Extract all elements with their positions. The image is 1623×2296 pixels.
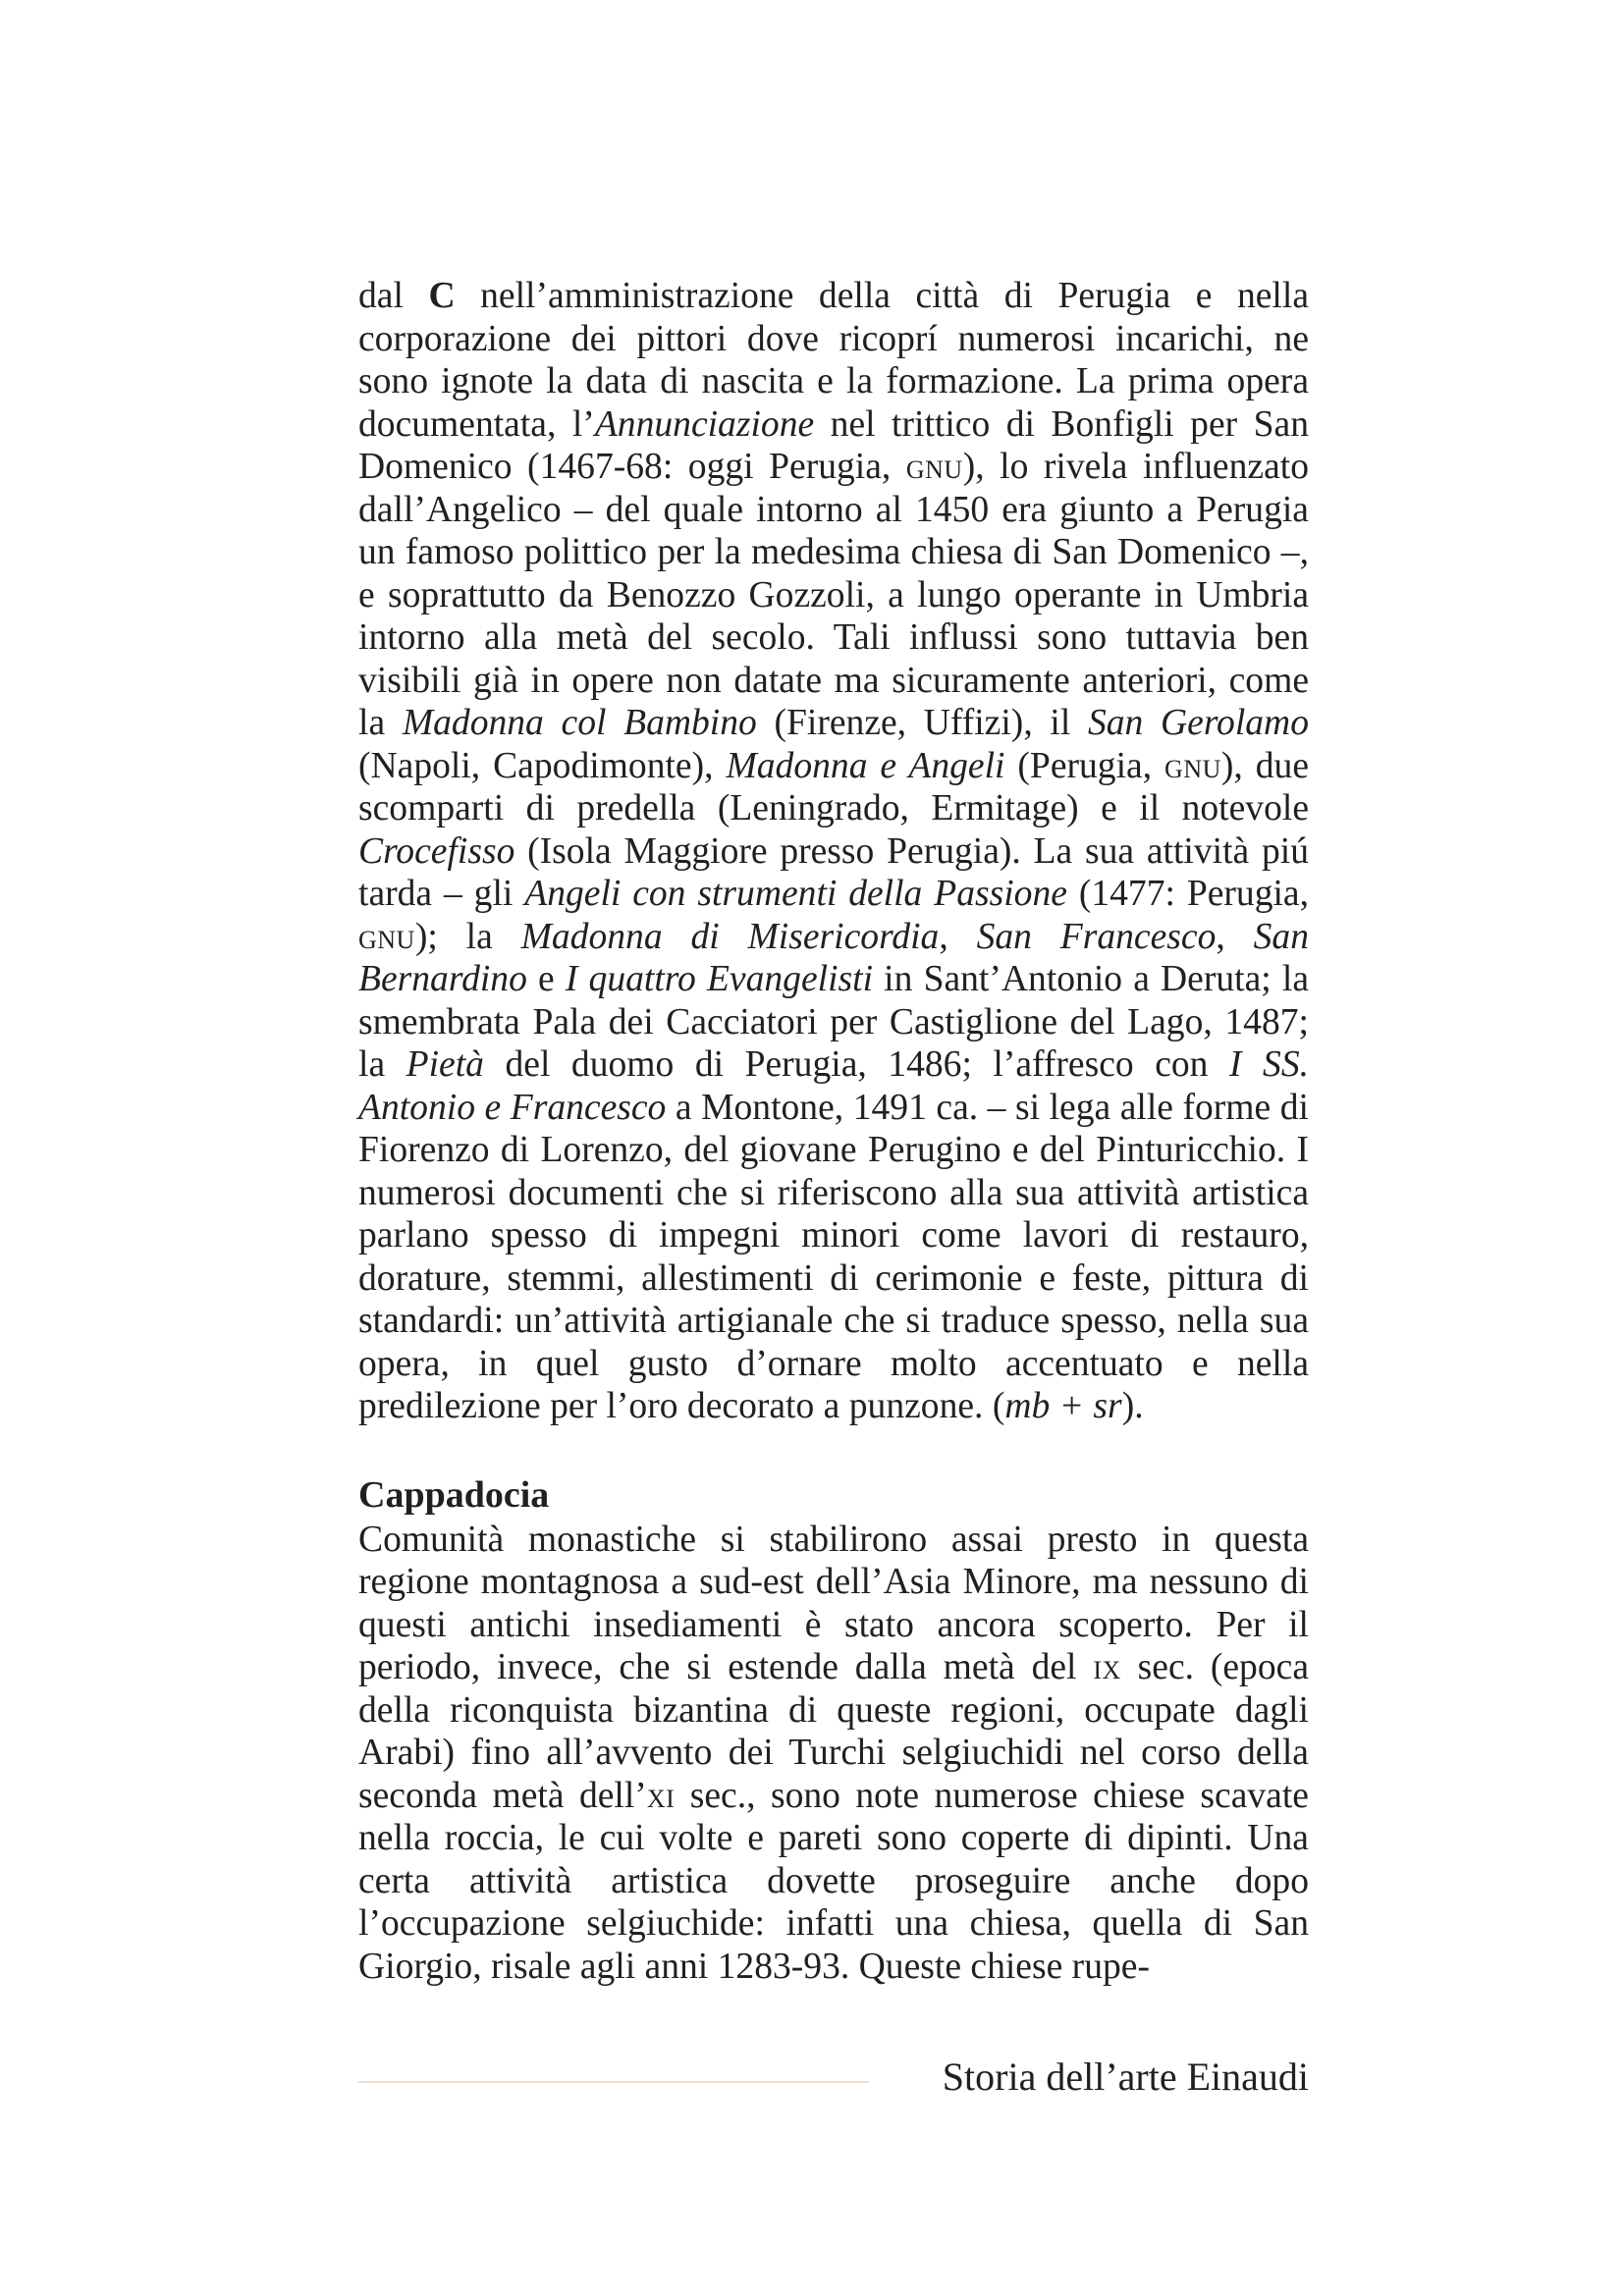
roman-numeral: xi <box>646 1775 676 1816</box>
entry-c-paragraph: dal C nell’amministrazione della città di Perugia e nella corporazione dei pittori dove ricoprí numerosi incarichi, ne sono ignote la data di nascita e la formazione. La prima opera documentata, l’Annunciazione nel trittico di Bonfigli per San Domenico (1467-68: oggi Perugia, gnu), lo rivela influenzato dall’Angelico – del quale intorno al 1450 era giunto a Perugia un famoso polittico per la medesima chiesa di San Domenico –, e soprattutto da Benozzo Gozzoli, a lungo operante in Umbria intorno alla metà del secolo. Tali influssi sono tuttavia ben visibili già in opere non datate ma sicuramente anteriori, come la Madonna col Bambino (Firenze, Uffizi), il San Gerolamo (Napoli, Capodimonte), Madonna e Angeli (Perugia, gnu), due scomparti di predella (Leningrado, Ermitage) e il notevole Crocefisso (Isola Maggiore presso Perugia). La sua attività piú tarda – gli Angeli con strumenti della Passione (1477: Perugia, gnu); la Madonna di Misericordia, San Francesco, San Bernardino e I quattro Evangelisti in Sant’Antonio a Deruta; la smembrata Pala dei Cacciatori per Castiglione del Lago, 1487; la Pietà del duomo di Perugia, 1486; l’affresco con I SS. Antonio e Francesco a Montone, 1491 ca. – si lega alle forme di Fiorenzo di Lorenzo, del giovane Perugino e del Pinturicchio. I numerosi documenti che si riferiscono alla sua attività artistica parlano spesso di impegni minori come lavori di restauro, dorature, stemmi, allestimenti di cerimonie e feste, pittura di standardi: un’attività artigianale che si traduce spesso, nella sua opera, in quel gusto d’ornare molto accentuato e nella predilezione per l’oro decorato a punzone. (mb + sr). <box>358 276 1310 1426</box>
roman-numeral: ix <box>1093 1647 1121 1687</box>
author-initials: mb + sr <box>1004 1386 1122 1426</box>
footer-title: Storia dell’arte Einaudi <box>942 2055 1309 2099</box>
museum-abbrev: gnu <box>358 916 415 957</box>
artwork-title: Pietà <box>406 1044 484 1085</box>
page-body <box>358 275 1309 1988</box>
museum-abbrev: gnu <box>1164 745 1221 786</box>
artwork-title: I SS. Antonio e Francesco <box>358 1044 1310 1128</box>
artwork-title: Madonna di Misericordia <box>520 916 940 957</box>
artwork-title: Crocefisso <box>358 830 515 872</box>
artwork-title: Annunciazione <box>594 403 815 445</box>
footer-rule <box>358 2081 869 2083</box>
entry-heading-cappadocia: Cappadocia <box>358 1473 550 1516</box>
page-footer <box>358 2052 1309 2107</box>
entry-cappadocia-paragraph: Comunità monastiche si stabilirono assai presto in questa regione montagnosa a sud-est dell’Asia Minore, ma nessuno di questi antichi insediamenti è stato ancora scoperto. Per il periodo, invece, che si estende dalla metà del ix sec. (epoca della riconquista bizantina di queste regioni, occupate dagli Arabi) fino all’avvento dei Turchi selgiuchidi nel corso della seconda metà dell’xi sec., sono note numerose chiese scavate nella roccia, le cui volte e pareti sono coperte di dipinti. Una certa attività artistica dovette proseguire anche dopo l’occupazione selgiuchide: infatti una chiesa, quella di San Giorgio, risale agli anni 1283-93. Queste chiese rupe- <box>358 1519 1309 1987</box>
artwork-title: Madonna e Angeli <box>726 745 1005 786</box>
entry-c-siglum: C <box>428 276 456 316</box>
artwork-title: San Gerolamo <box>1087 703 1309 743</box>
artwork-title: San Francesco <box>976 916 1217 957</box>
artwork-title: I quattro Evangelisti <box>565 959 874 999</box>
artwork-title: Madonna col Bambino <box>402 703 757 743</box>
museum-abbrev: gnu <box>905 447 963 487</box>
artwork-title: San Bernardino <box>358 916 1309 999</box>
artwork-title: Angeli con strumenti della Passione <box>524 874 1067 914</box>
